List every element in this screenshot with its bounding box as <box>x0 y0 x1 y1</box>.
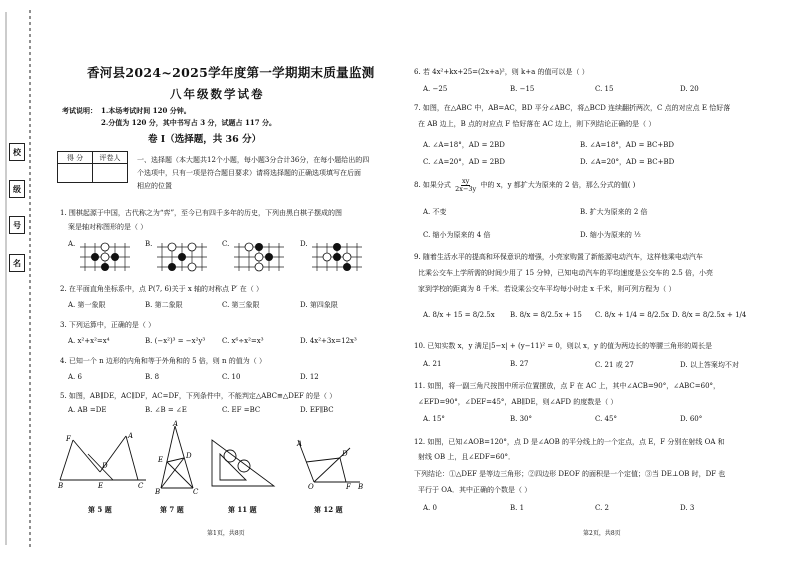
q3-option-a[interactable]: A. x²+x²=x⁴ <box>68 337 110 345</box>
footer-right: 第2页，共8页 <box>583 530 621 537</box>
figure-q11 <box>208 436 278 491</box>
q5-text: 5. 如图，AB∥DE，AC∥DF，AC=DF，下列条件中，不能判定△ABC≌△DEF 的是（ ） <box>60 392 337 400</box>
fig12-label-b: B <box>358 483 364 491</box>
q6-option-b[interactable]: B. −15 <box>510 85 535 93</box>
fig12-label-a: A <box>297 440 303 448</box>
q9-text-3: 家到学校的距离为 8 千米．若设乘公交车平均每小时走 x 千米，则可列方程为（ ） <box>418 285 676 293</box>
q11-text-1: 11. 如图，将一副三角尺按图中所示位置摆放，点 F 在 AC 上，其中∠ACB=90°，∠ABC=60°， <box>414 382 721 390</box>
exam-subtitle: 八年级数学试卷 <box>170 87 265 101</box>
q1-option-d-label: D. <box>300 240 308 248</box>
fig12-label-f: F <box>346 483 351 491</box>
figure-caption-q11: 第 11 题 <box>228 505 257 514</box>
q10-option-c[interactable]: C. 21 或 27 <box>595 361 634 369</box>
notes-heading: 考试说明： <box>62 106 97 115</box>
fig5-label-b: B <box>58 482 64 490</box>
note-2: 2.分值为 120 分，其中书写占 3 分，试题占 117 分。 <box>101 118 277 127</box>
q6-text: 6. 若 4x²+kx+25=(2x+a)²，则 k+a 的值可以是（ ） <box>414 68 589 76</box>
q1-go-board-c[interactable] <box>232 242 287 272</box>
q8-fraction <box>454 178 477 192</box>
figure-caption-q12: 第 12 题 <box>314 505 343 514</box>
q7-option-b[interactable]: B. ∠A=18°，AD = BC+BD <box>580 141 675 149</box>
q9-text-2: 比乘公交车上学所需的时间少用了 15 分钟，已知电动汽车的平均速度是公交车的 2.5 倍，小亮 <box>418 269 713 277</box>
q8-option-a[interactable]: A. 不变 <box>423 208 447 216</box>
q1-go-board-a[interactable] <box>78 242 133 272</box>
side-label-class: 级 <box>9 180 25 198</box>
section-heading: 卷 Ⅰ（选择题，共 36 分） <box>148 134 262 145</box>
q3-text: 3. 下列运算中，正确的是（ ） <box>60 321 156 329</box>
fig7-label-b: B <box>155 488 161 495</box>
q12-option-b[interactable]: B. 1 <box>510 504 525 512</box>
q12-text-4: 平行于 OA．其中正确的个数是（ ） <box>418 486 532 494</box>
q6-option-a[interactable]: A. −25 <box>423 85 448 93</box>
q7-text-2: 在 AB 边上，B 点的对应点 F 恰好落在 AC 边上，则下列结论正确的是（ ） <box>418 120 656 128</box>
q1-text-2: 案是轴对称图形的是（ ） <box>68 223 148 231</box>
q12-text-2: 射线 OB 上，且∠EDF=60°． <box>418 453 516 461</box>
q1-go-board-b[interactable] <box>155 242 210 272</box>
footer-left: 第1页，共8页 <box>207 530 245 537</box>
q1-option-c-label: C. <box>222 240 230 248</box>
q10-option-b[interactable]: B. 27 <box>510 360 529 368</box>
q1-option-a-label: A. <box>68 240 76 248</box>
q4-option-b[interactable]: B. 8 <box>145 373 160 381</box>
q3-option-b[interactable]: B. (−x²)³ = −x²y³ <box>145 337 206 345</box>
fig12-label-d: D <box>342 450 348 458</box>
q12-option-d[interactable]: D. 3 <box>680 504 695 512</box>
q8-option-d[interactable]: D. 缩小为原来的 ½ <box>580 231 641 239</box>
q1-text-1: 1. 围棋起源于中国，古代称之为“弈”，至今已有四千多年的历史，下列由黑白棋子摆成的图 <box>60 209 343 217</box>
fig5-label-a: A <box>128 432 134 440</box>
q8-denominator: 2x−3y <box>455 184 477 193</box>
figure-q7 <box>155 420 200 495</box>
fig5-label-f: F <box>66 435 71 443</box>
q12-text-3: 下列结论：①△DEF 是等边三角形；②四边形 DEOF 的面积是一个定值；③当 DE⊥OB 时，DF 也 <box>414 470 726 478</box>
instruction-line-3: 相应的位置 <box>137 182 172 190</box>
q5-option-d[interactable]: D. EF∥BC <box>300 406 334 414</box>
q9-option-d[interactable]: D. 8/x = 8/2.5x + 1/4 <box>672 311 747 319</box>
q8-option-b[interactable]: B. 扩大为原来的 2 倍 <box>580 208 648 216</box>
grader-cell-label: 评卷人 <box>93 152 128 164</box>
q4-option-d[interactable]: D. 12 <box>300 373 319 381</box>
q5-option-b[interactable]: B. ∠B = ∠E <box>145 406 187 414</box>
q8-prefix: 8. 如果分式 <box>414 181 451 189</box>
fig5-label-c: C <box>138 482 144 490</box>
side-label-school: 校 <box>9 143 25 161</box>
q8-numerator: xy <box>462 177 470 185</box>
instruction-line-1: 一、选择题（本大题共12个小题，每小题3分合计36分，在每小题给出的四 <box>137 156 370 164</box>
q12-text-1: 12. 如图，已知∠AOB=120°，点 D 是∠AOB 的平分线上的一个定点，点 E，F 分别在射线 OA 和 <box>414 438 725 446</box>
figure-caption-q7: 第 7 题 <box>160 505 184 514</box>
q9-option-c[interactable]: C. 8/x + 1/4 = 8/2.5x <box>595 311 670 319</box>
q6-option-c[interactable]: C. 15 <box>595 85 614 93</box>
score-cell-label: 得 分 <box>58 152 93 164</box>
q2-text: 2. 在平面直角坐标系中，点 P(7, 6)关于 x 轴的对称点 P′ 在（ ） <box>60 285 264 293</box>
q11-option-d[interactable]: D. 60° <box>680 415 703 423</box>
q4-option-a[interactable]: A. 6 <box>68 373 82 381</box>
fig7-label-d: D <box>186 452 192 460</box>
q2-option-c[interactable]: C. 第三象限 <box>222 301 260 309</box>
q1-go-board-d[interactable] <box>310 242 365 272</box>
side-label-number: 号 <box>9 216 25 234</box>
q11-text-2: ∠EFD=90°，∠DEF=45°，AB∥DE，则∠AFD 的度数是（ ） <box>418 398 618 406</box>
q8-text <box>414 178 635 192</box>
q7-text-1: 7. 如图，在△ABC 中，AB=AC，BD 平分∠ABC，将△BCD 连续翻折两次，C 点的对应点 E 恰好落 <box>414 104 731 112</box>
q11-option-b[interactable]: B. 30° <box>510 415 533 423</box>
q12-option-c[interactable]: C. 2 <box>595 504 610 512</box>
fig7-label-e: E <box>158 456 164 464</box>
figure-q5 <box>58 430 148 490</box>
q11-option-a[interactable]: A. 15° <box>423 415 445 423</box>
q3-option-d[interactable]: D. 4x²+3x=12x³ <box>300 337 357 345</box>
q2-option-b[interactable]: B. 第二象限 <box>145 301 183 309</box>
q10-text: 10. 已知实数 x，y 满足|5−x| + (y−11)² = 0，则以 x，y 的值为两边长的等腰三角形的周长是 <box>414 342 713 350</box>
q10-option-d[interactable]: D. 以上答案均不对 <box>680 361 739 369</box>
fig7-label-a: A <box>173 420 179 428</box>
binding-strip <box>0 0 42 561</box>
score-cell[interactable] <box>58 164 93 183</box>
q8-option-c[interactable]: C. 缩小为原来的 4 倍 <box>423 231 491 239</box>
q2-option-a[interactable]: A. 第一象限 <box>68 301 106 309</box>
q6-option-d[interactable]: D. 20 <box>680 85 699 93</box>
side-label-name: 名 <box>9 254 25 272</box>
q9-text-1: 9. 随着生活水平的提高和环保意识的增强，小亮家购置了新能源电动汽车，这样他乘电动汽车 <box>414 253 703 261</box>
note-1: 1.本场考试时间 120 分钟。 <box>101 106 191 115</box>
fig5-label-e: E <box>98 482 104 490</box>
q11-option-c[interactable]: C. 45° <box>595 415 617 423</box>
q1-option-b-label: B. <box>145 240 153 248</box>
q10-option-a[interactable]: A. 21 <box>423 360 442 368</box>
q3-option-c[interactable]: C. x⁶÷x²=x³ <box>222 337 264 345</box>
q5-option-a[interactable]: A. AB =DE <box>68 406 107 414</box>
q5-option-c[interactable]: C. EF =BC <box>222 406 261 414</box>
q9-option-b[interactable]: B. 8/x = 8/2.5x + 15 <box>510 311 582 319</box>
score-table <box>57 151 128 183</box>
fig5-label-d: D <box>102 462 108 470</box>
q8-suffix: 中的 x，y 都扩大为原来的 2 倍，那么分式的值( ) <box>480 181 636 189</box>
instruction-line-2: 个选项中，只有一项是符合题目要求）请将选择题的正确选项填写在后面 <box>137 169 361 177</box>
q4-text: 4. 已知一个 n 边形的内角和等于外角和的 5 倍，则 n 的值为（ ） <box>60 357 266 365</box>
q4-option-c[interactable]: C. 10 <box>222 373 241 381</box>
q7-option-d[interactable]: D. ∠A=20°，AD = BC+BD <box>580 158 675 166</box>
q9-option-a[interactable]: A. 8/x + 15 = 8/2.5x <box>423 311 495 319</box>
q2-option-d[interactable]: D. 第四象限 <box>300 301 338 309</box>
fig12-label-o: O <box>308 483 314 491</box>
grader-cell[interactable] <box>93 164 128 183</box>
q7-option-a[interactable]: A. ∠A=18°，AD = 2BD <box>423 141 505 149</box>
q7-option-c[interactable]: C. ∠A=20°，AD = 2BD <box>423 158 505 166</box>
binding-line <box>0 0 42 561</box>
fig7-label-c: C <box>193 488 199 495</box>
figure-caption-q5: 第 5 题 <box>88 505 112 514</box>
exam-title: 香河县2024~2025学年度第一学期期末质量监测 <box>87 65 375 80</box>
figure-q12 <box>294 436 364 491</box>
q12-option-a[interactable]: A. 0 <box>423 504 437 512</box>
